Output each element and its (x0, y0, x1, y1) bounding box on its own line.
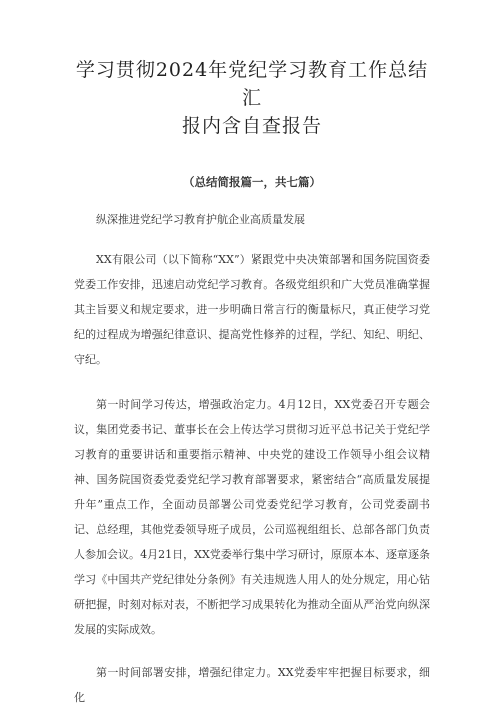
lead-heading: 纵深推进党纪学习教育护航企业高质量发展 (96, 213, 305, 226)
paragraph-deployment: 第一时间部署安排，增强纪律定力。XX党委牢牢把握目标要求，细化 (74, 666, 430, 704)
paragraph-intro: XX有限公司（以下简称“XX”）紧跟党中央决策部署和国务院国资委党委工作安排，迅速启动党纪学习教育。各级党组织和广大党员准确掌握其主旨要义和规定要求，进一步明确日常言行的衡量标尺，真正使学习党纪的过程成为增强纪律意识、提高党性修养的过程，学纪、知纪、明纪、守纪。 (74, 253, 430, 366)
paragraph-study: 第一时间学习传达，增强政治定力。4月12日，XX党委召开专题会议，集团党委书记、董事长在会上传达学习贯彻习近平总书记关于党纪学习教育的重要讲话和重要指示精神、中央党的建设工作领导小组会议精神、国务院国资委党委党纪学习教育部署要求，紧密结合“高质量发展提升年”重点工作，全面动员部署公司党委党纪学习教育，公司党委副书记、总经理，其他党委领导班子成员，公司巡视组组长、总部各部门负责人参加会议。4月21日，XX党委举行集中学习研讨，原原本本、逐章逐条学习《中国共产党纪律处分条例》有关违规选人用人的处分规定，用心钻研把握，时刻对标对表，不断把学习成果转化为推动全面从严治党向纵深发展的实际成效。 (74, 398, 430, 636)
document-title (74, 56, 430, 140)
document-subtitle: （总结简报篇一，共七篇） (183, 175, 321, 189)
title-line-1: 学习贯彻2024年党纪学习教育工作总结汇 (75, 59, 429, 109)
title-line-2: 报内含自查报告 (181, 115, 322, 137)
